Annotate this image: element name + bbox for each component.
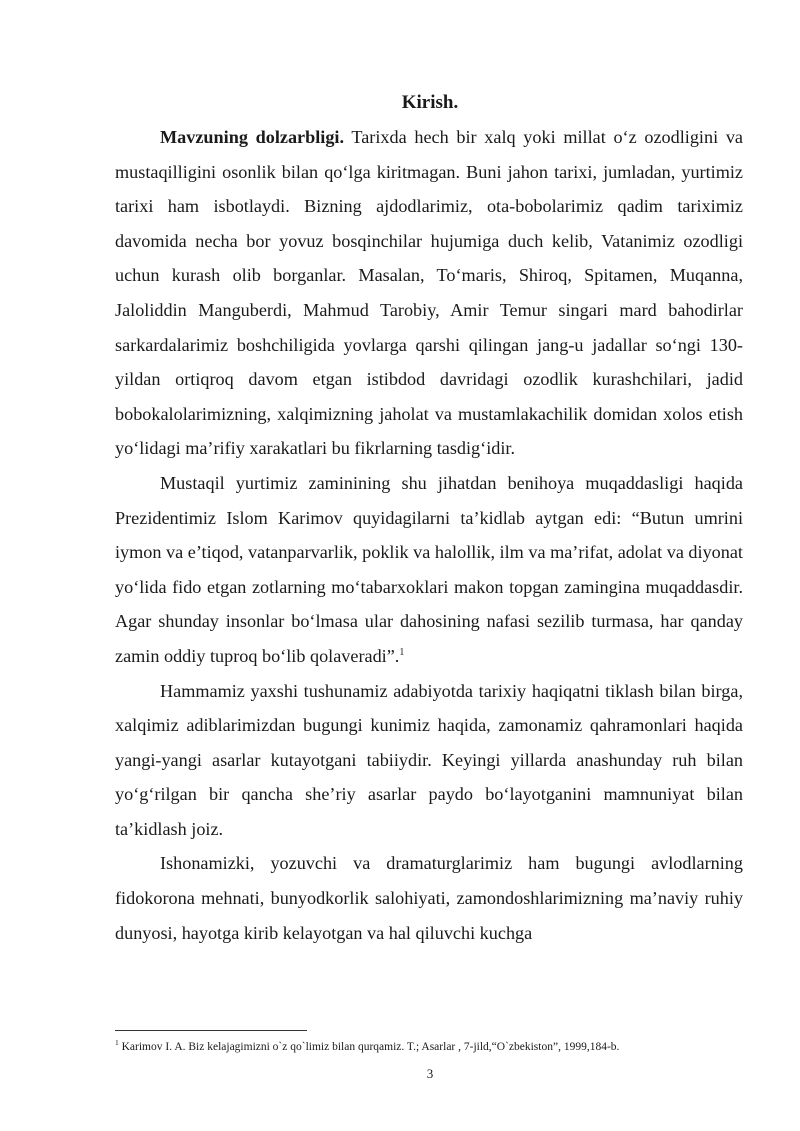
paragraph-4: Ishonamizki, yozuvchi va dramaturglarimiz ham bugungi avlodlarning fidokorona mehnati, bunyodkorlik salohiyati, zamondoshlarimizning ma’naviy ruhiy dunyosi, hayotga kirib kelayotgan va hal qiluvchi kuchga bbox=[115, 853, 743, 943]
paragraph-3: Hammamiz yaxshi tushunamiz adabiyotda tarixiy haqiqatni tiklash bilan birga, xalqimiz adiblarimizdan bugungi kunimiz haqida, zamonamiz qahramonlari haqida yangi-yangi asarlar kutayotgani tabiiydir. Keyingi yillarda anashunday ruh bilan yo‘g‘rilgan bir qancha she’riy asarlar paydo bo‘layotganini mamnuniyat bilan ta’kidlash joiz. bbox=[115, 680, 743, 839]
footnote-text: Karimov I. A. Biz kelajagimizni o`z qo`limiz bilan qurqamiz. T.; Asarlar , 7-jild,“O`zbekiston”, 1999,184-b. bbox=[118, 1041, 620, 1053]
body-text bbox=[115, 120, 743, 950]
paragraph-2-text: Mustaqil yurtimiz zaminining shu jihatdan benihoya muqaddasligi haqida Prezidentimiz Islom Karimov quyidagilarni ta’kidlab aytgan edi: “Butun umrini iymon va e’tiqod, vatanparvarlik, poklik va halollik, ilm va ma’rifat, adolat va diyonat yo‘lida fido etgan zotlarning mo‘tabarxoklari makon topgan zamingina muqaddasdir. Agar shunday insonlar bo‘lmasa ular dahosining nafasi sezilib turmasa, har qanday zamin oddiy tuproq bo‘lib qolaveradi”. bbox=[115, 472, 743, 666]
section-lead: Mavzuning dolzarbligi. bbox=[160, 127, 345, 147]
paragraph-1 bbox=[115, 120, 743, 466]
footnote bbox=[115, 1039, 755, 1055]
page-title: Kirish. bbox=[401, 92, 459, 113]
paragraph-2 bbox=[115, 466, 743, 674]
footnote-separator bbox=[115, 1030, 307, 1031]
paragraph-1-text: Tarixda hech bir xalq yoki millat o‘z ozodligini va mustaqilligini osonlik bilan qo‘lga kiritmagan. Buni jahon tarixi, jumladan, yurtimiz tarixi ham isbotlaydi. Bizning ajdodlarimiz, ota-bobolarimiz qadim tariximiz davomida necha bor yovuz bosqinchilar hujumiga duch kelib, Vatanimiz ozodligi uchun kurash olib borganlar. Masalan, To‘maris, Shiroq, Spitamen, Muqanna, Jaloliddin Manguberdi, Mahmud Tarobiy, Amir Temur singari mard bahodirlar sarkardalarimiz boshchiligida yovlarga qarshi qilingan jang-u jadallar so‘ngi 130-yildan ortiqroq davom etgan istibdod davridagi ozodlik kurashchilari, jadid bobokalolarimizning, xalqimizning jaholat va mustamlakachilik domidan xolos etish yo‘lidagi ma’rifiy xarakatlari bu fikrlarning tasdig‘idir. bbox=[115, 127, 743, 459]
footnote-mark: 1 bbox=[115, 1038, 119, 1048]
footnote-reference[interactable]: 1 bbox=[399, 646, 405, 658]
page-number: 3 bbox=[426, 1066, 434, 1081]
